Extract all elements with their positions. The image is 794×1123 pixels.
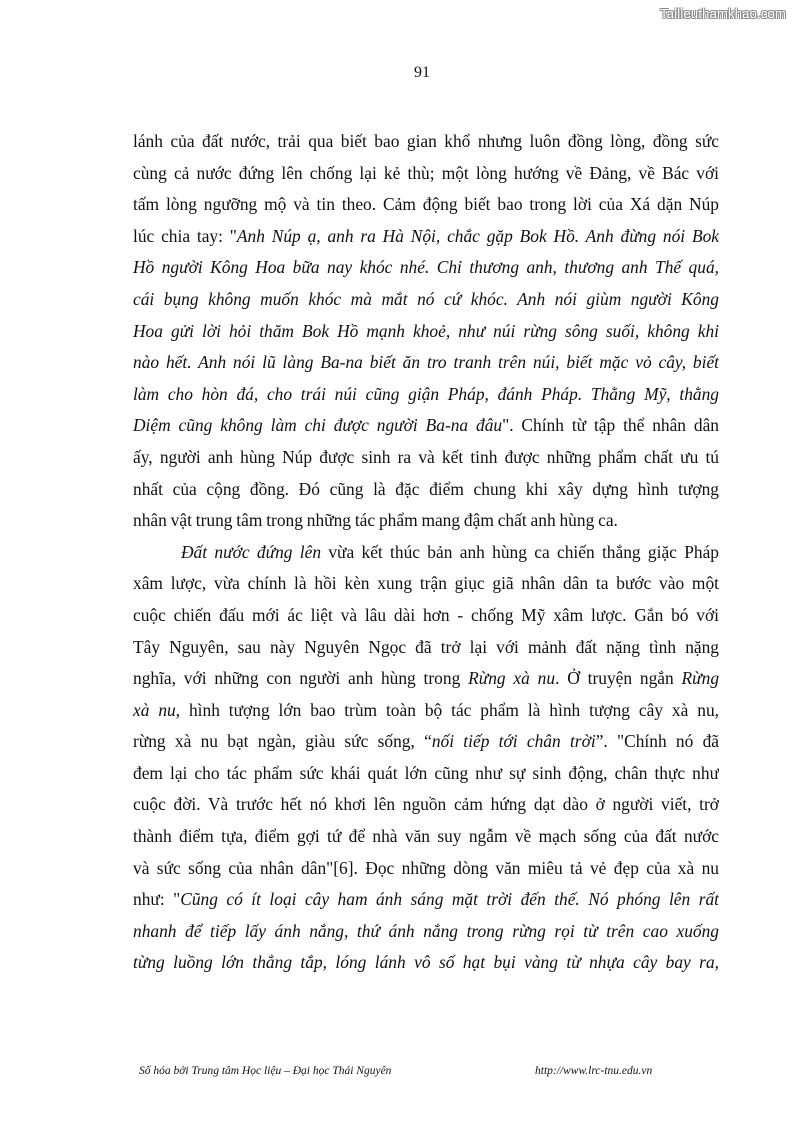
title-span: Đất nước đứng lên: [181, 541, 322, 562]
quote-span: từng luồng lớn thẳng tắp, lóng lánh vô số hạt bụi vàng từ nhựa cây bay ra,: [133, 952, 719, 973]
page-number: 91: [414, 64, 430, 81]
text-line: [133, 853, 719, 885]
text-span: cuộc chiến đấu mới ác liệt và lâu dài hơn - chống Mỹ xâm lược. Gắn bó với: [133, 604, 719, 625]
text-line: [133, 947, 719, 979]
text-line: [133, 695, 719, 727]
text-line: [133, 537, 719, 569]
text-span: ". Chính từ tập thể nhân dân: [502, 415, 719, 436]
quote-span: nối tiếp tới chân trời: [431, 731, 596, 752]
text-line: [133, 632, 719, 664]
quote-span: Hồ người Kông Hoa bữa nay khóc nhé. Chỉ thương anh, thương anh Thế quá,: [133, 257, 719, 278]
text-span: cùng cả nước đứng lên chống lại kẻ thù; một lòng hướng về Đảng, về Bác với: [133, 162, 719, 183]
text-line: [133, 884, 719, 916]
text-span: ấy, người anh hùng Núp được sinh ra và kết tinh được những phẩm chất ưu tú: [133, 446, 719, 467]
text-line: [133, 347, 719, 379]
text-span: xâm lược, vừa chính là hồi kèn xung trận giục giã nhân dân ta bước vào một: [133, 573, 719, 594]
text-line: [133, 758, 719, 790]
text-span: như: ": [133, 889, 181, 910]
title-span: xà nu: [133, 699, 176, 720]
text-span: . Ở truyện ngắn: [555, 668, 682, 689]
text-line: [133, 410, 719, 442]
quote-span: cái bụng không muốn khóc mà mắt nó cứ khóc. Anh nói giùm người Kông: [133, 288, 719, 309]
text-span: cuộc đời. Và trước hết nó khơi lên nguồn cảm hứng dạt dào ở người viết, trở: [133, 794, 719, 815]
text-span: lánh của đất nước, trải qua biết bao gian khổ nhưng luôn đồng lòng, đồng sức: [133, 131, 719, 151]
text-span: rừng xà nu bạt ngàn, giàu sức sống, “: [133, 731, 432, 752]
text-span: lúc chia tay: ": [133, 225, 237, 246]
text-span: nhân vật trung tâm trong những tác phẩm mang đậm chất anh hùng ca.: [133, 510, 618, 531]
text-line: [133, 189, 719, 221]
title-span: Rừng: [681, 668, 719, 689]
text-span: , hình tượng lớn bao trùm toàn bộ tác phẩm là hình tượng cây xà nu,: [175, 699, 719, 720]
text-line: [133, 316, 719, 348]
text-line: [133, 442, 719, 474]
text-line: [133, 600, 719, 632]
footer-url: http://www.lrc-tnu.edu.vn: [535, 1065, 653, 1077]
text-span: và sức sống của nhân dân"[6]. Đọc những dòng văn miêu tả vẻ đẹp của xà nu: [133, 857, 719, 878]
text-span: nhất của cộng đồng. Đó cũng là đặc điểm chung khi xây dựng hình tượng: [133, 478, 719, 499]
text-line: [133, 221, 719, 253]
text-span: đem lại cho tác phẩm sức khái quát lớn cũng như sự sinh động, chân thực như: [133, 762, 719, 783]
title-span: Rừng xà nu: [468, 668, 556, 689]
quote-span: nào hết. Anh nói lũ làng Ba-na biết ăn tro tranh trên núi, biết mặc vỏ cây, biết: [133, 352, 719, 373]
text-span: tấm lòng ngưỡng mộ và tin theo. Cảm động biết bao trong lời của Xá dặn Núp: [133, 194, 719, 215]
quote-span: Anh Núp ạ, anh ra Hà Nội, chắc gặp Bok Hồ. Anh đừng nói Bok: [236, 225, 719, 246]
watermark-text: Tailieuthamkhao.com: [660, 6, 786, 21]
text-line: [133, 663, 719, 695]
quote-span: Hoa gửi lời hỏi thăm Bok Hồ mạnh khoẻ, như núi rừng sông suối, không khi: [133, 320, 719, 341]
footer-source: Số hóa bởi Trung tâm Học liệu – Đại học Thái Nguyên: [139, 1065, 392, 1077]
text-line: [133, 284, 719, 316]
text-line: [133, 789, 719, 821]
text-line: [133, 726, 719, 758]
text-line: [133, 568, 719, 600]
text-line: [133, 126, 719, 158]
quote-span: Diệm cũng không làm chi được người Ba-na đâu: [133, 415, 503, 436]
quote-span: Cũng có ít loại cây ham ánh sáng mặt trời đến thế. Nó phóng lên rất: [180, 889, 719, 910]
quote-span: làm cho hòn đá, cho trái núi cũng giận Pháp, đánh Pháp. Thằng Mỹ, thằng: [133, 383, 719, 404]
text-span: Tây Nguyên, sau này Nguyên Ngọc đã trở lại với mảnh đất nặng tình nặng: [133, 636, 719, 657]
text-span: nghĩa, với những con người anh hùng trong: [133, 668, 469, 689]
text-span: thành điểm tựa, điểm gợi tứ để nhà văn suy ngẫm về mạch sống của đất nước: [133, 826, 719, 847]
text-line: [133, 379, 719, 411]
body-text: [133, 126, 719, 979]
text-line: [133, 474, 719, 506]
quote-span: nhanh để tiếp lấy ánh nắng, thứ ánh nắng trong rừng rọi từ trên cao xuống: [133, 920, 719, 941]
text-span: vừa kết thúc bản anh hùng ca chiến thắng giặc Pháp: [321, 541, 719, 562]
text-line: [133, 505, 719, 537]
text-line: [133, 252, 719, 284]
text-span: ”. "Chính nó đã: [595, 731, 719, 752]
text-line: [133, 821, 719, 853]
text-line: [133, 158, 719, 190]
text-line: [133, 916, 719, 948]
